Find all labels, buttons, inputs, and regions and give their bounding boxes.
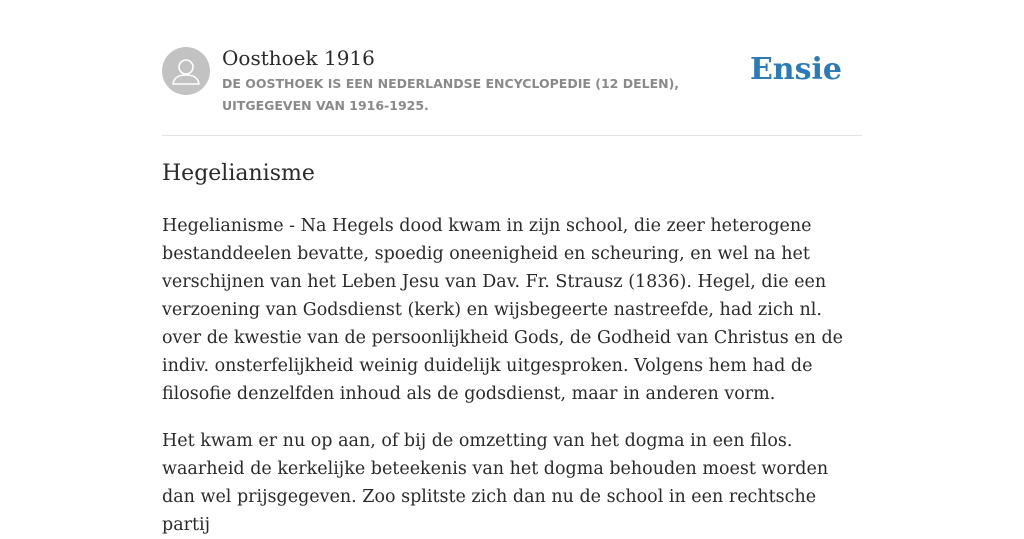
- source-description: DE OOSTHOEK IS EEN NEDERLANDSE ENCYCLOPEDIE (12 DELEN), UITGEGEVEN VAN 1916-1925.: [222, 76, 680, 113]
- article-title: Hegelianisme: [162, 161, 315, 186]
- source-avatar[interactable]: [162, 47, 210, 95]
- header-divider: [162, 135, 862, 136]
- article-paragraph: Het kwam er nu op aan, of bij de omzetting van het dogma in een filos. waarheid de kerkelijke beteekenis van het dogma behouden moest worden dan wel prijsgegeven. Zoo splitste zich dan nu de school in een rechtsche partij: [162, 431, 829, 535]
- source-header: [162, 44, 862, 120]
- source-title[interactable]: Oosthoek 1916: [222, 46, 375, 70]
- article: [162, 158, 866, 539]
- ensie-logo[interactable]: Ensie: [749, 52, 842, 87]
- article-paragraph: Hegelianisme - Na Hegels dood kwam in zijn school, die zeer heterogene bestanddeelen bevatte, spoedig oneenigheid en scheuring, en wel na het verschijnen van het Leben Jesu van Dav. Fr. Strausz (1836). Hegel, die een verzoening van Godsdienst (kerk) en wijsbegeerte nastreefde, had zich nl. over de kwestie van de persoonlijkheid Gods, de Godheid van Christus en de indiv. onsterfelijkheid weinig duidelijk uitgesproken. Volgens hem had de filosofie denzelfden inhoud als de godsdienst, maar in anderen vorm.: [162, 216, 844, 404]
- user-silhouette-icon: [162, 47, 210, 95]
